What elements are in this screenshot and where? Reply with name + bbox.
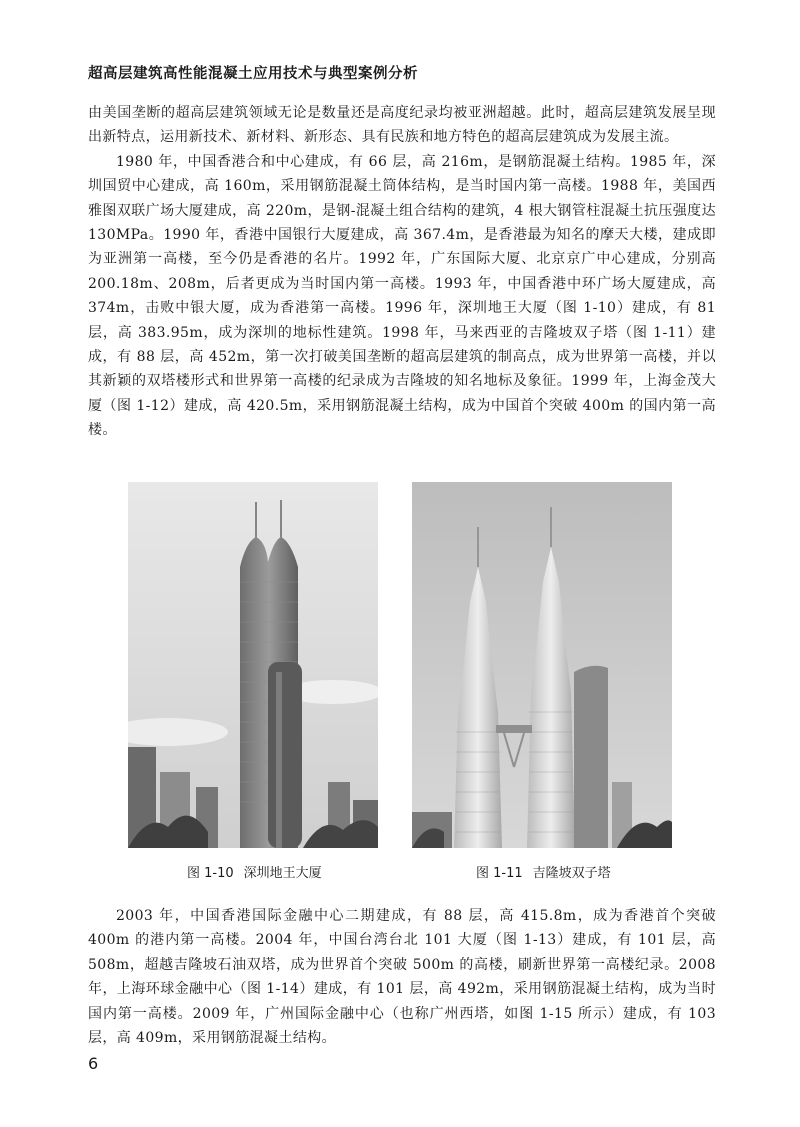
figure-shenzhen-diwang-photo xyxy=(128,482,378,848)
running-header: 超高层建筑高性能混凝土应用技术与典型案例分析 xyxy=(88,66,418,82)
figure-number: 图 1-10 xyxy=(187,866,234,881)
figure-caption xyxy=(187,862,322,881)
page-number: 6 xyxy=(88,1054,99,1073)
figure-kl-petronas-photo xyxy=(412,482,672,848)
body-text-top xyxy=(88,101,716,443)
paragraph: 1980 年，中国香港合和中心建成，有 66 层，高 216m，是钢筋混凝土结构。1985 年，深圳国贸中心建成，高 160m，采用钢筋混凝土筒体结构，是当时国内第一高楼。1988 年，美国西雅图双联广场大厦建成，高 220m，是钢-混凝土组合结构的建筑，4 根大钢管柱混凝土抗压强度达 130MPa。1990 年，香港中国银行大厦建成，高 367.4m，是香港最为知名的摩天大楼，建成即为亚洲第一高楼，至今仍是香港的名片。1992 年，广东国际大厦、北京京广中心建成，分别高 200.18m、208m，后者更成为当时国内第一高楼。1993 年，中国香港中环广场大厦建成，高 374m，击败中银大厦，成为香港第一高楼。1996 年，深圳地王大厦（图 1-10）建成，有 81 层，高 383.95m，成为深圳的地标性建筑。1998 年，马来西亚的吉隆坡双子塔（图 1-11）建成，有 88 层，高 452m，第一次打破美国垄断的超高层建筑的制高点，成为世界第一高楼，并以其新颖的双塔楼形式和世界第一高楼的纪录成为吉隆坡的知名地标及象征。1999 年，上海金茂大厦（图 1-12）建成，高 420.5m，采用钢筋混凝土结构，成为中国首个突破 400m 的国内第一高楼。 xyxy=(88,153,716,439)
figure-number: 图 1-11 xyxy=(476,866,523,881)
figure-caption xyxy=(476,862,611,881)
figure-title: 深圳地王大厦 xyxy=(243,866,322,881)
body-text-bottom xyxy=(88,904,716,1050)
paragraph: 2003 年，中国香港国际金融中心二期建成，有 88 层，高 415.8m，成为香港首个突破 400m 的港内第一高楼。2004 年，中国台湾台北 101 大厦（图 1-13）建成，有 101 层，高 508m，超越吉隆坡石油双塔，成为世界首个突破 500m 的高楼，刷新世界第一高楼纪录。2008 年，上海环球金融中心（图 1-14）建成，有 101 层，高 492m，采用钢筋混凝土结构，成为当时国内第一高楼。2009 年，广州国际金融中心（也称广州西塔，如图 1-15 所示）建成，有 103 层，高 409m，采用钢筋混凝土结构。 xyxy=(88,908,716,1047)
paragraph: 由美国垄断的超高层建筑领域无论是数量还是高度纪录均被亚洲超越。此时，超高层建筑发展呈现出新特点，运用新技术、新材料、新形态、具有民族和地方特色的超高层建筑成为发展主流。 xyxy=(88,105,716,146)
figure-title: 吉隆坡双子塔 xyxy=(532,866,611,881)
